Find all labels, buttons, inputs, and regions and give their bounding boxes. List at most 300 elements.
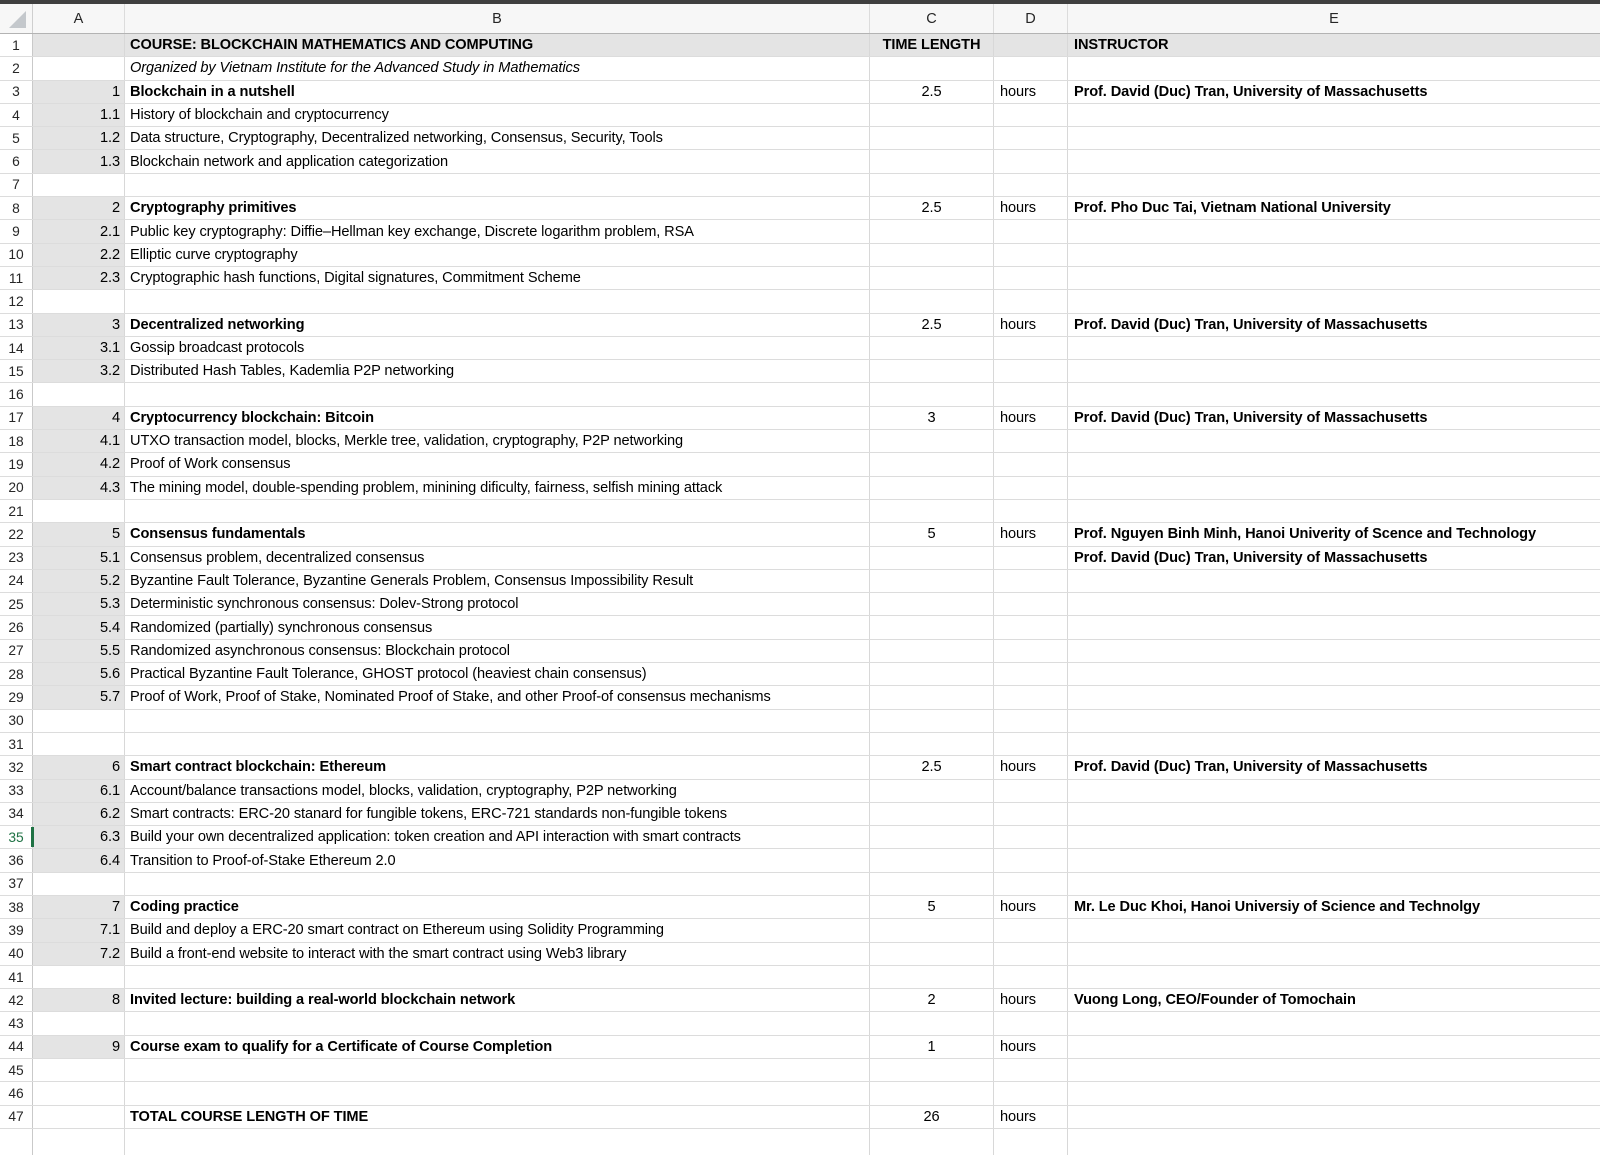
cell-b[interactable] bbox=[125, 290, 870, 312]
cell-b[interactable] bbox=[125, 896, 870, 918]
row-number[interactable] bbox=[0, 966, 33, 988]
cell-e[interactable] bbox=[1068, 244, 1600, 266]
cell-c[interactable] bbox=[870, 290, 994, 312]
column-header-b[interactable]: B bbox=[125, 4, 870, 33]
cell-e[interactable] bbox=[1068, 197, 1600, 219]
cell-e[interactable] bbox=[1068, 640, 1600, 662]
cell-b[interactable] bbox=[125, 1106, 870, 1128]
cell-e[interactable] bbox=[1068, 756, 1600, 778]
cell-d[interactable] bbox=[994, 710, 1068, 732]
cell-e[interactable] bbox=[1068, 314, 1600, 336]
row-number[interactable] bbox=[0, 593, 33, 615]
row-number[interactable] bbox=[0, 919, 33, 941]
row-number[interactable] bbox=[0, 150, 33, 172]
cell-a[interactable] bbox=[33, 174, 125, 196]
cell-c[interactable] bbox=[870, 966, 994, 988]
row-number[interactable] bbox=[0, 267, 33, 289]
cell-d[interactable] bbox=[994, 1129, 1068, 1155]
cell-d[interactable] bbox=[994, 1082, 1068, 1104]
cell-e[interactable] bbox=[1068, 127, 1600, 149]
row-number[interactable] bbox=[0, 290, 33, 312]
cell-d[interactable] bbox=[994, 849, 1068, 871]
cell-b[interactable] bbox=[125, 1036, 870, 1058]
column-header-a[interactable]: A bbox=[33, 4, 125, 33]
cell-d[interactable] bbox=[994, 826, 1068, 848]
row-number[interactable] bbox=[0, 360, 33, 382]
row-number[interactable] bbox=[0, 127, 33, 149]
cell-d[interactable] bbox=[994, 733, 1068, 755]
cell-d[interactable] bbox=[994, 523, 1068, 545]
row-number[interactable] bbox=[0, 337, 33, 359]
cell-d[interactable] bbox=[994, 127, 1068, 149]
cell-c[interactable] bbox=[870, 453, 994, 475]
cell-b[interactable] bbox=[125, 733, 870, 755]
cell-e[interactable] bbox=[1068, 593, 1600, 615]
row-number[interactable] bbox=[0, 756, 33, 778]
cell-e[interactable] bbox=[1068, 81, 1600, 103]
cell-a[interactable] bbox=[33, 383, 125, 405]
cell-b[interactable] bbox=[125, 500, 870, 522]
cell-d[interactable] bbox=[994, 244, 1068, 266]
cell-c[interactable] bbox=[870, 500, 994, 522]
cell-c[interactable] bbox=[870, 81, 994, 103]
cell-b[interactable] bbox=[125, 780, 870, 802]
cell-b[interactable] bbox=[125, 616, 870, 638]
cell-a[interactable] bbox=[33, 989, 125, 1011]
cell-b[interactable] bbox=[125, 267, 870, 289]
cell-text: 5.1 bbox=[100, 549, 120, 566]
cell-e[interactable] bbox=[1068, 1012, 1600, 1034]
cell-a[interactable] bbox=[33, 453, 125, 475]
cell-e[interactable] bbox=[1068, 780, 1600, 802]
cell-d[interactable] bbox=[994, 873, 1068, 895]
cell-c[interactable] bbox=[870, 663, 994, 685]
cell-a[interactable] bbox=[33, 547, 125, 569]
cell-c[interactable] bbox=[870, 1012, 994, 1034]
row-number[interactable] bbox=[0, 477, 33, 499]
row-number[interactable] bbox=[0, 780, 33, 802]
cell-d[interactable] bbox=[994, 267, 1068, 289]
cell-b[interactable] bbox=[125, 81, 870, 103]
cell-b[interactable] bbox=[125, 57, 870, 79]
row-number[interactable] bbox=[0, 1036, 33, 1058]
cell-a[interactable] bbox=[33, 919, 125, 941]
cell-a[interactable] bbox=[33, 686, 125, 708]
cell-e[interactable] bbox=[1068, 1036, 1600, 1058]
cell-e[interactable] bbox=[1068, 407, 1600, 429]
cell-d[interactable] bbox=[994, 896, 1068, 918]
cell-e[interactable] bbox=[1068, 733, 1600, 755]
cell-c[interactable] bbox=[870, 383, 994, 405]
cell-e[interactable] bbox=[1068, 267, 1600, 289]
cell-d[interactable] bbox=[994, 57, 1068, 79]
cell-a[interactable] bbox=[33, 477, 125, 499]
row-number[interactable] bbox=[0, 244, 33, 266]
row-number[interactable] bbox=[0, 733, 33, 755]
cell-b[interactable] bbox=[125, 873, 870, 895]
cell-d[interactable] bbox=[994, 686, 1068, 708]
row-number[interactable] bbox=[0, 1012, 33, 1034]
cell-a[interactable] bbox=[33, 1012, 125, 1034]
cell-e[interactable] bbox=[1068, 803, 1600, 825]
cell-e[interactable] bbox=[1068, 616, 1600, 638]
cell-a[interactable] bbox=[33, 57, 125, 79]
cell-a[interactable] bbox=[33, 430, 125, 452]
cell-e[interactable] bbox=[1068, 686, 1600, 708]
cell-e[interactable] bbox=[1068, 174, 1600, 196]
cell-d[interactable] bbox=[994, 593, 1068, 615]
row-number[interactable] bbox=[0, 570, 33, 592]
cell-a[interactable] bbox=[33, 710, 125, 732]
cell-b[interactable] bbox=[125, 1012, 870, 1034]
row-number[interactable] bbox=[0, 686, 33, 708]
cell-e[interactable] bbox=[1068, 570, 1600, 592]
row-number[interactable] bbox=[0, 989, 33, 1011]
cell-d[interactable] bbox=[994, 104, 1068, 126]
cell-d[interactable] bbox=[994, 430, 1068, 452]
cell-a[interactable] bbox=[33, 663, 125, 685]
row-number[interactable] bbox=[0, 616, 33, 638]
cell-a[interactable] bbox=[33, 849, 125, 871]
cell-c[interactable] bbox=[870, 430, 994, 452]
cell-e[interactable] bbox=[1068, 849, 1600, 871]
cell-b[interactable] bbox=[125, 1059, 870, 1081]
cell-e[interactable] bbox=[1068, 104, 1600, 126]
cell-d[interactable] bbox=[994, 663, 1068, 685]
cell-e[interactable] bbox=[1068, 34, 1600, 56]
cell-e[interactable] bbox=[1068, 663, 1600, 685]
cell-c[interactable] bbox=[870, 733, 994, 755]
cell-e[interactable] bbox=[1068, 430, 1600, 452]
cell-c[interactable] bbox=[870, 919, 994, 941]
cell-c[interactable] bbox=[870, 104, 994, 126]
column-header-d[interactable]: D bbox=[994, 4, 1068, 33]
cell-b[interactable] bbox=[125, 756, 870, 778]
cell-d[interactable] bbox=[994, 943, 1068, 965]
cell-c[interactable] bbox=[870, 640, 994, 662]
cell-a[interactable] bbox=[33, 523, 125, 545]
cell-c[interactable] bbox=[870, 873, 994, 895]
cell-d[interactable] bbox=[994, 81, 1068, 103]
cell-a[interactable] bbox=[33, 733, 125, 755]
cell-d[interactable] bbox=[994, 314, 1068, 336]
cell-e[interactable] bbox=[1068, 943, 1600, 965]
cell-b[interactable] bbox=[125, 686, 870, 708]
cell-a[interactable] bbox=[33, 1106, 125, 1128]
cell-c[interactable] bbox=[870, 803, 994, 825]
cell-a[interactable] bbox=[33, 640, 125, 662]
cell-c[interactable] bbox=[870, 896, 994, 918]
cell-a[interactable] bbox=[33, 1059, 125, 1081]
cell-b[interactable] bbox=[125, 34, 870, 56]
cell-d[interactable] bbox=[994, 174, 1068, 196]
cell-c[interactable] bbox=[870, 174, 994, 196]
cell-a[interactable] bbox=[33, 220, 125, 242]
cell-d[interactable] bbox=[994, 1059, 1068, 1081]
row-number[interactable] bbox=[0, 383, 33, 405]
cell-e[interactable] bbox=[1068, 1082, 1600, 1104]
row-number[interactable] bbox=[0, 803, 33, 825]
cell-a[interactable] bbox=[33, 244, 125, 266]
cell-a[interactable] bbox=[33, 314, 125, 336]
cell-b[interactable] bbox=[125, 407, 870, 429]
cell-d[interactable] bbox=[994, 360, 1068, 382]
cell-b[interactable] bbox=[125, 523, 870, 545]
cell-b[interactable] bbox=[125, 220, 870, 242]
row-number[interactable] bbox=[0, 453, 33, 475]
row-number[interactable] bbox=[0, 197, 33, 219]
cell-a[interactable] bbox=[33, 780, 125, 802]
cell-e[interactable] bbox=[1068, 500, 1600, 522]
cell-e[interactable] bbox=[1068, 360, 1600, 382]
cell-b[interactable] bbox=[125, 547, 870, 569]
row-number[interactable] bbox=[0, 710, 33, 732]
row-number[interactable] bbox=[0, 34, 33, 56]
cell-e[interactable] bbox=[1068, 1129, 1600, 1155]
cell-text: Public key cryptography: Diffie–Hellman key exchange, Discrete logarithm problem, RSA bbox=[130, 223, 694, 240]
cell-e[interactable] bbox=[1068, 383, 1600, 405]
cell-d[interactable] bbox=[994, 640, 1068, 662]
cell-a[interactable] bbox=[33, 500, 125, 522]
row-number[interactable] bbox=[0, 314, 33, 336]
cell-d[interactable] bbox=[994, 1012, 1068, 1034]
cell-b[interactable] bbox=[125, 849, 870, 871]
cell-b[interactable] bbox=[125, 197, 870, 219]
cell-c[interactable] bbox=[870, 523, 994, 545]
row-number[interactable] bbox=[0, 873, 33, 895]
row-number[interactable] bbox=[0, 849, 33, 871]
cell-a[interactable] bbox=[33, 570, 125, 592]
cell-a[interactable] bbox=[33, 150, 125, 172]
cell-b[interactable] bbox=[125, 383, 870, 405]
cell-d[interactable] bbox=[994, 1036, 1068, 1058]
cell-d[interactable] bbox=[994, 919, 1068, 941]
cell-e[interactable] bbox=[1068, 966, 1600, 988]
cell-d[interactable] bbox=[994, 780, 1068, 802]
cell-b[interactable] bbox=[125, 453, 870, 475]
cell-c[interactable] bbox=[870, 547, 994, 569]
cell-b[interactable] bbox=[125, 989, 870, 1011]
cell-c[interactable] bbox=[870, 127, 994, 149]
cell-a[interactable] bbox=[33, 593, 125, 615]
cell-b[interactable] bbox=[125, 663, 870, 685]
cell-a[interactable] bbox=[33, 943, 125, 965]
cell-a[interactable] bbox=[33, 267, 125, 289]
cell-c[interactable] bbox=[870, 337, 994, 359]
cell-c[interactable] bbox=[870, 593, 994, 615]
cell-c[interactable] bbox=[870, 616, 994, 638]
cell-e[interactable] bbox=[1068, 710, 1600, 732]
cell-b[interactable] bbox=[125, 1082, 870, 1104]
cell-b[interactable] bbox=[125, 570, 870, 592]
cell-d[interactable] bbox=[994, 290, 1068, 312]
cell-d[interactable] bbox=[994, 220, 1068, 242]
cell-d[interactable] bbox=[994, 1106, 1068, 1128]
cell-c[interactable] bbox=[870, 686, 994, 708]
cell-e[interactable] bbox=[1068, 220, 1600, 242]
cell-a[interactable] bbox=[33, 127, 125, 149]
cell-e[interactable] bbox=[1068, 523, 1600, 545]
cell-c[interactable] bbox=[870, 34, 994, 56]
cell-e[interactable] bbox=[1068, 453, 1600, 475]
cell-text: hours bbox=[1000, 200, 1037, 217]
cell-a[interactable] bbox=[33, 616, 125, 638]
cell-e[interactable] bbox=[1068, 873, 1600, 895]
cell-c[interactable] bbox=[870, 267, 994, 289]
cell-c[interactable] bbox=[870, 360, 994, 382]
cell-text: Data structure, Cryptography, Decentralized networking, Consensus, Security, Tools bbox=[130, 130, 663, 147]
cell-a[interactable] bbox=[33, 873, 125, 895]
cell-e[interactable] bbox=[1068, 919, 1600, 941]
cell-e[interactable] bbox=[1068, 290, 1600, 312]
cell-b[interactable] bbox=[125, 150, 870, 172]
cell-c[interactable] bbox=[870, 1106, 994, 1128]
row-number[interactable] bbox=[0, 104, 33, 126]
cell-text: Cryptography primitives bbox=[130, 200, 297, 217]
cell-d[interactable] bbox=[994, 500, 1068, 522]
cell-e[interactable] bbox=[1068, 150, 1600, 172]
cell-a[interactable] bbox=[33, 197, 125, 219]
cell-e[interactable] bbox=[1068, 477, 1600, 499]
cell-c[interactable] bbox=[870, 314, 994, 336]
cell-b[interactable] bbox=[125, 919, 870, 941]
cell-c[interactable] bbox=[870, 150, 994, 172]
cell-d[interactable] bbox=[994, 337, 1068, 359]
cell-e[interactable] bbox=[1068, 896, 1600, 918]
cell-a[interactable] bbox=[33, 1036, 125, 1058]
cell-b[interactable] bbox=[125, 966, 870, 988]
cell-c[interactable] bbox=[870, 989, 994, 1011]
cell-d[interactable] bbox=[994, 570, 1068, 592]
cell-a[interactable] bbox=[33, 756, 125, 778]
cell-a[interactable] bbox=[33, 360, 125, 382]
cell-c[interactable] bbox=[870, 477, 994, 499]
cell-a[interactable] bbox=[33, 826, 125, 848]
cell-c[interactable] bbox=[870, 407, 994, 429]
row-number[interactable] bbox=[0, 174, 33, 196]
cell-c[interactable] bbox=[870, 244, 994, 266]
cell-d[interactable] bbox=[994, 616, 1068, 638]
row-number[interactable] bbox=[0, 523, 33, 545]
cell-d[interactable] bbox=[994, 407, 1068, 429]
row-number[interactable] bbox=[0, 896, 33, 918]
cell-c[interactable] bbox=[870, 57, 994, 79]
cell-b[interactable] bbox=[125, 360, 870, 382]
cell-b[interactable] bbox=[125, 826, 870, 848]
select-all-cell[interactable] bbox=[0, 4, 33, 33]
cell-b[interactable] bbox=[125, 244, 870, 266]
row-number[interactable] bbox=[0, 81, 33, 103]
cell-text: 1 bbox=[927, 1038, 936, 1055]
cell-a[interactable] bbox=[33, 104, 125, 126]
cell-a[interactable] bbox=[33, 896, 125, 918]
cell-d[interactable] bbox=[994, 383, 1068, 405]
cell-a[interactable] bbox=[33, 803, 125, 825]
row-number[interactable] bbox=[0, 1082, 33, 1104]
column-header-c[interactable]: C bbox=[870, 4, 994, 33]
cell-c[interactable] bbox=[870, 1036, 994, 1058]
cell-b[interactable] bbox=[125, 337, 870, 359]
cell-c[interactable] bbox=[870, 826, 994, 848]
cell-d[interactable] bbox=[994, 34, 1068, 56]
cell-d[interactable] bbox=[994, 989, 1068, 1011]
cell-a[interactable] bbox=[33, 81, 125, 103]
row-number[interactable] bbox=[0, 1059, 33, 1081]
cell-e[interactable] bbox=[1068, 1059, 1600, 1081]
cell-a[interactable] bbox=[33, 1129, 125, 1155]
cell-d[interactable] bbox=[994, 150, 1068, 172]
row-number[interactable] bbox=[0, 1129, 33, 1155]
row-number[interactable] bbox=[0, 500, 33, 522]
cell-c[interactable] bbox=[870, 220, 994, 242]
row-number[interactable] bbox=[0, 220, 33, 242]
cell-c[interactable] bbox=[870, 849, 994, 871]
cell-c[interactable] bbox=[870, 756, 994, 778]
cell-a[interactable] bbox=[33, 1082, 125, 1104]
row-number[interactable] bbox=[0, 663, 33, 685]
row-number[interactable] bbox=[0, 430, 33, 452]
cell-d[interactable] bbox=[994, 803, 1068, 825]
cell-c[interactable] bbox=[870, 197, 994, 219]
row-number[interactable] bbox=[0, 407, 33, 429]
cell-b[interactable] bbox=[125, 1129, 870, 1155]
cell-e[interactable] bbox=[1068, 989, 1600, 1011]
cell-b[interactable] bbox=[125, 710, 870, 732]
cell-e[interactable] bbox=[1068, 57, 1600, 79]
row-number[interactable] bbox=[0, 826, 33, 848]
cell-b[interactable] bbox=[125, 430, 870, 452]
cell-b[interactable] bbox=[125, 314, 870, 336]
cell-b[interactable] bbox=[125, 640, 870, 662]
cell-e[interactable] bbox=[1068, 826, 1600, 848]
cell-a[interactable] bbox=[33, 34, 125, 56]
cell-c[interactable] bbox=[870, 1129, 994, 1155]
cell-c[interactable] bbox=[870, 943, 994, 965]
row-number[interactable] bbox=[0, 640, 33, 662]
cell-b[interactable] bbox=[125, 803, 870, 825]
cell-c[interactable] bbox=[870, 570, 994, 592]
cell-d[interactable] bbox=[994, 453, 1068, 475]
cell-d[interactable] bbox=[994, 756, 1068, 778]
cell-b[interactable] bbox=[125, 593, 870, 615]
row-number[interactable] bbox=[0, 943, 33, 965]
cell-d[interactable] bbox=[994, 477, 1068, 499]
cell-e[interactable] bbox=[1068, 337, 1600, 359]
cell-a[interactable] bbox=[33, 290, 125, 312]
row-number[interactable] bbox=[0, 1106, 33, 1128]
row-number[interactable] bbox=[0, 547, 33, 569]
cell-b[interactable] bbox=[125, 174, 870, 196]
column-header-e[interactable]: E bbox=[1329, 10, 1339, 27]
cell-d[interactable] bbox=[994, 966, 1068, 988]
row-number[interactable] bbox=[0, 57, 33, 79]
cell-c[interactable] bbox=[870, 1082, 994, 1104]
cell-d[interactable] bbox=[994, 197, 1068, 219]
cell-a[interactable] bbox=[33, 966, 125, 988]
cell-b[interactable] bbox=[125, 477, 870, 499]
cell-e[interactable] bbox=[1068, 1106, 1600, 1128]
cell-c[interactable] bbox=[870, 1059, 994, 1081]
cell-e[interactable] bbox=[1068, 547, 1600, 569]
cell-b[interactable] bbox=[125, 104, 870, 126]
cell-d[interactable] bbox=[994, 547, 1068, 569]
cell-a[interactable] bbox=[33, 407, 125, 429]
cell-a[interactable] bbox=[33, 337, 125, 359]
cell-b[interactable] bbox=[125, 127, 870, 149]
cell-c[interactable] bbox=[870, 710, 994, 732]
cell-b[interactable] bbox=[125, 943, 870, 965]
cell-c[interactable] bbox=[870, 780, 994, 802]
